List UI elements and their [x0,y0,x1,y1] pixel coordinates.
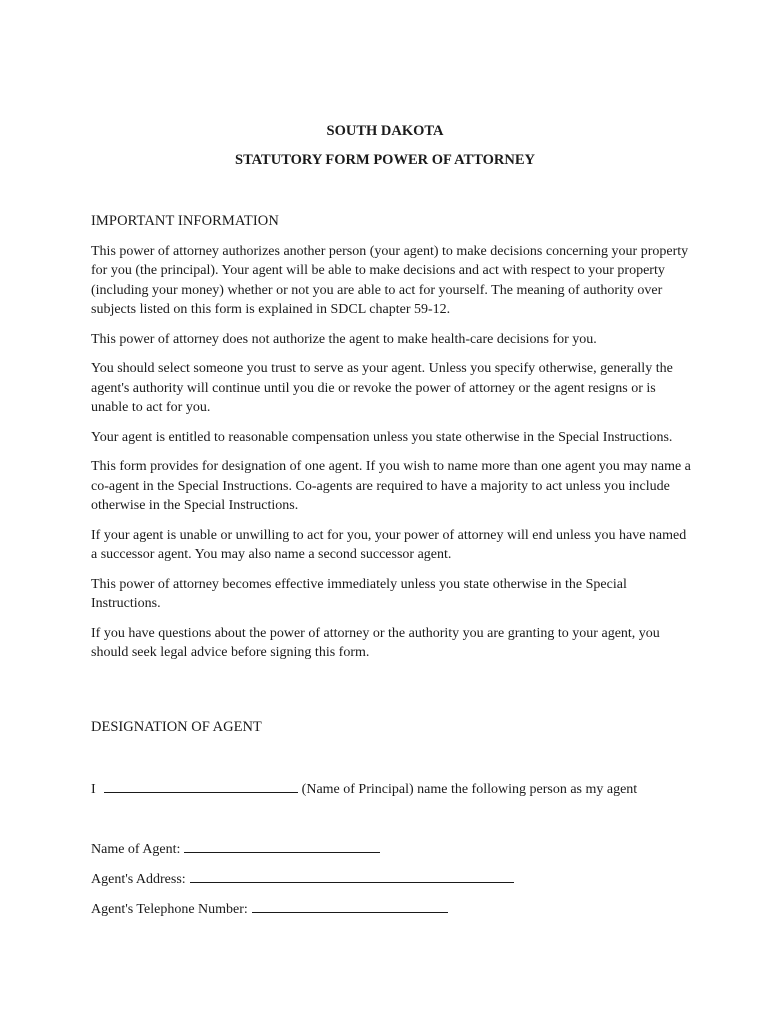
agent-phone-row [91,898,448,918]
info-paragraph: If you have questions about the power of attorney or the authority you are granting to your agent, you should seek legal advice before signing this form. [91,625,660,660]
principal-prefix: I [91,782,96,797]
agent-name-label: Name of Agent: [91,842,181,857]
agent-name-field[interactable] [184,838,380,853]
principal-name-row [91,778,637,798]
document-title-form: STATUTORY FORM POWER OF ATTORNEY [235,152,535,168]
info-paragraph: This power of attorney becomes effective immediately unless you state otherwise in the Special Instructions. [91,576,627,611]
agent-address-field[interactable] [190,868,514,883]
info-paragraph: This power of attorney authorizes another person (your agent) to make decisions concerning your property for you (the principal). Your agent will be able to make decisions and act with respect to your property (including your money) whether or not you are able to act for yourself. The meaning of authority over subjects listed on this form is explained in SDCL chapter 59-12. [91,243,689,317]
info-paragraph: Your agent is entitled to reasonable compensation unless you state otherwise in the Special Instructions. [91,429,673,445]
info-paragraph: This power of attorney does not authorize the agent to make health-care decisions for you. [91,331,597,347]
designation-of-agent-heading: DESIGNATION OF AGENT [91,719,262,735]
agent-phone-field[interactable] [252,898,448,913]
principal-name-field[interactable] [104,778,298,793]
agent-address-label: Agent's Address: [91,872,186,887]
principal-suffix: (Name of Principal) name the following person as my agent [301,782,638,797]
info-paragraph: If your agent is unable or unwilling to act for you, your power of attorney will end unless you have named a successor agent. You may also name a second successor agent. [91,527,687,562]
agent-name-row [91,838,380,858]
info-paragraph: This form provides for designation of one agent. If you wish to name more than one agent you may name a co-agent in the Special Instructions. Co-agents are required to have a majority to act unless you include otherwise in the Special Instructions. [91,459,691,513]
agent-address-row [91,868,514,888]
document-title-state: SOUTH DAKOTA [326,123,444,139]
important-information-section [91,212,691,673]
agent-phone-label: Agent's Telephone Number: [91,902,248,917]
important-information-heading: IMPORTANT INFORMATION [91,213,279,229]
info-paragraph: You should select someone you trust to serve as your agent. Unless you specify otherwise, generally the agent's authority will continue until you die or revoke the power of attorney or the agent resigns or is unable to act for you. [91,361,673,415]
